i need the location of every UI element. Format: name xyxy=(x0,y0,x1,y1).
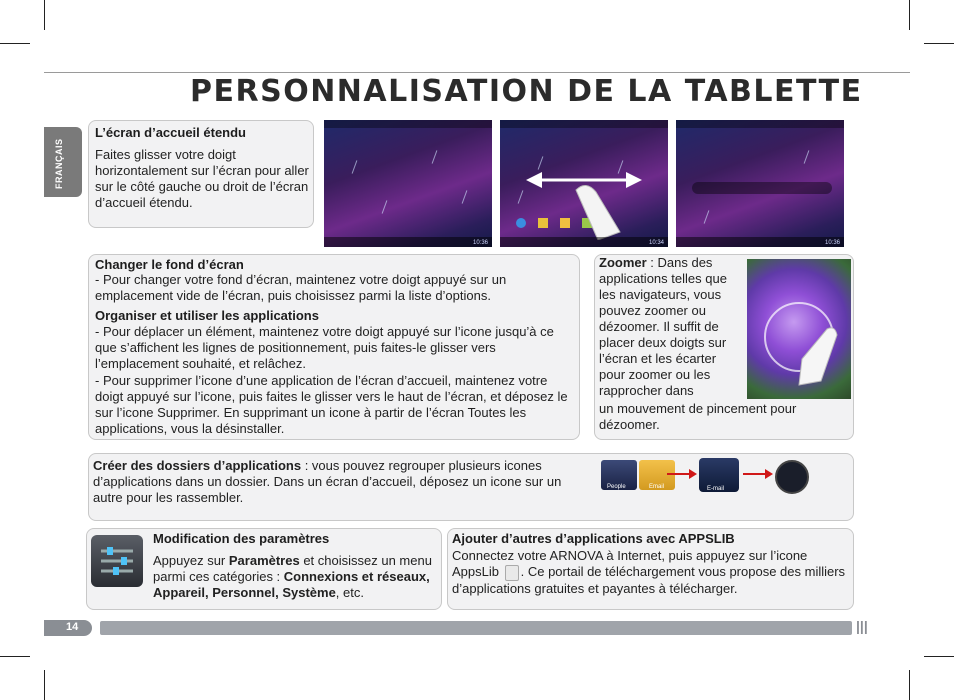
status-bar xyxy=(500,120,668,128)
zoom-text-a: : Dans des applications telles que les navigateurs, vous pouvez zoomer ou dézoomer. Il suffit de placer deux doigts sur l’écran et les écarter pour zoomer ou les rapprocher dans xyxy=(599,255,727,398)
pinch-gesture-icon xyxy=(747,259,851,399)
clock-text: 10:34 xyxy=(648,240,664,246)
widget-bar xyxy=(692,182,832,194)
home-screenshot-3 xyxy=(676,120,844,247)
crop-mark xyxy=(909,670,910,700)
email-label: Email xyxy=(649,484,665,490)
header-rule xyxy=(44,72,910,73)
folders-box xyxy=(88,453,854,521)
wallpaper-title: Changer le fond d’écran xyxy=(95,257,244,272)
zoom-box xyxy=(594,254,854,440)
email-label-2: E-mail xyxy=(707,486,725,492)
organize-text-delete: - Pour supprimer l’icone d’une application de l’écran d’accueil, maintenez votre doigt appuyé sur l’icone, puis faites le glisser vers le haut de l’écran, et déposez le sur l’icone Supprimer. En supprimant un icone à partir de l’écran Toutes les applications, vous la désinstaller. xyxy=(95,373,568,436)
appslib-box xyxy=(447,528,854,610)
crop-mark xyxy=(0,43,30,44)
crop-mark xyxy=(44,0,45,30)
appslib-text: Connectez votre ARNOVA à Internet, puis appuyez sur l’icone AppsLib . Ce portail de téléchargement vous propose des milliers d’applications gratuites et payantes à télécharger. xyxy=(452,548,846,596)
language-label: FRANÇAIS xyxy=(54,138,64,189)
organize-text-move: - Pour déplacer un élément, maintenez votre doigt appuyé sur l’icone jusqu’à ce que s’affichent les lignes de positionnement, puis faites-le glisser vers l’emplacement souhaité, et relâchez. xyxy=(95,324,554,371)
arrow-right-icon xyxy=(667,468,697,480)
page-title: PERSONNALISATION DE LA TABLETTE xyxy=(190,74,863,109)
folders-title: Créer des dossiers d’applications xyxy=(93,458,302,473)
appslib-icon xyxy=(505,565,519,581)
settings-text: Appuyez sur Paramètres et choisissez un menu parmi ces catégories : Connexions et réseaux, Appareil, Personnel, Système, etc. xyxy=(153,553,432,600)
status-bar xyxy=(324,120,492,128)
nav-bar xyxy=(324,237,492,247)
crop-mark xyxy=(924,43,954,44)
nav-bar xyxy=(676,237,844,247)
settings-box xyxy=(86,528,442,610)
zoom-title: Zoomer xyxy=(599,255,647,270)
status-bar xyxy=(676,120,844,128)
folders-body: : vous pouvez regrouper plusieurs icones d’applications dans un dossier. Dans un écran d’accueil, déposez un icone sur un autre pour les rassembler. xyxy=(93,458,562,505)
flower-image xyxy=(747,259,851,399)
crop-mark xyxy=(44,670,45,700)
organize-title: Organiser et utiliser les applications xyxy=(95,308,319,323)
crop-mark xyxy=(0,656,30,657)
clock-text: 10:36 xyxy=(824,240,840,246)
home-screen-box xyxy=(88,120,314,228)
settings-icon xyxy=(91,535,143,587)
zoom-text-b: un mouvement de pincement pour dézoomer. xyxy=(599,401,797,432)
clock-text: 10:36 xyxy=(472,240,488,246)
footer-bar xyxy=(100,621,852,635)
home-screenshot-2 xyxy=(500,120,668,247)
folders-text xyxy=(93,458,591,506)
swipe-gesture-icon xyxy=(524,160,644,240)
language-tab xyxy=(44,127,82,197)
nav-bar xyxy=(500,237,668,247)
zoom-text xyxy=(599,255,743,399)
arrow-right-icon xyxy=(743,468,773,480)
wallpaper-text: - Pour changer votre fond d’écran, maintenez votre doigt appuyé sur un emplacement vide de l’écran, puis choisissez parmi la liste d’options. xyxy=(95,272,507,303)
crop-mark xyxy=(909,0,910,30)
wallpaper-organize-box xyxy=(88,254,580,440)
home-screen-text: Faites glisser votre doigt horizontalement sur l’écran pour aller sur le côté gauche ou droit de l’écran d’accueil étendu. xyxy=(95,147,309,210)
people-label: People xyxy=(607,484,626,490)
footer-chevrons: ||| xyxy=(856,618,868,634)
appslib-title: Ajouter d’autres d’applications avec APPSLIB xyxy=(452,531,735,546)
home-screenshot-1 xyxy=(324,120,492,247)
settings-title: Modification des paramètres xyxy=(153,531,330,546)
page-number: 14 xyxy=(66,621,79,633)
folder-icon xyxy=(775,460,809,494)
crop-mark xyxy=(924,656,954,657)
home-screen-title: L’écran d’accueil étendu xyxy=(95,125,246,140)
page-number-pill xyxy=(44,620,92,636)
